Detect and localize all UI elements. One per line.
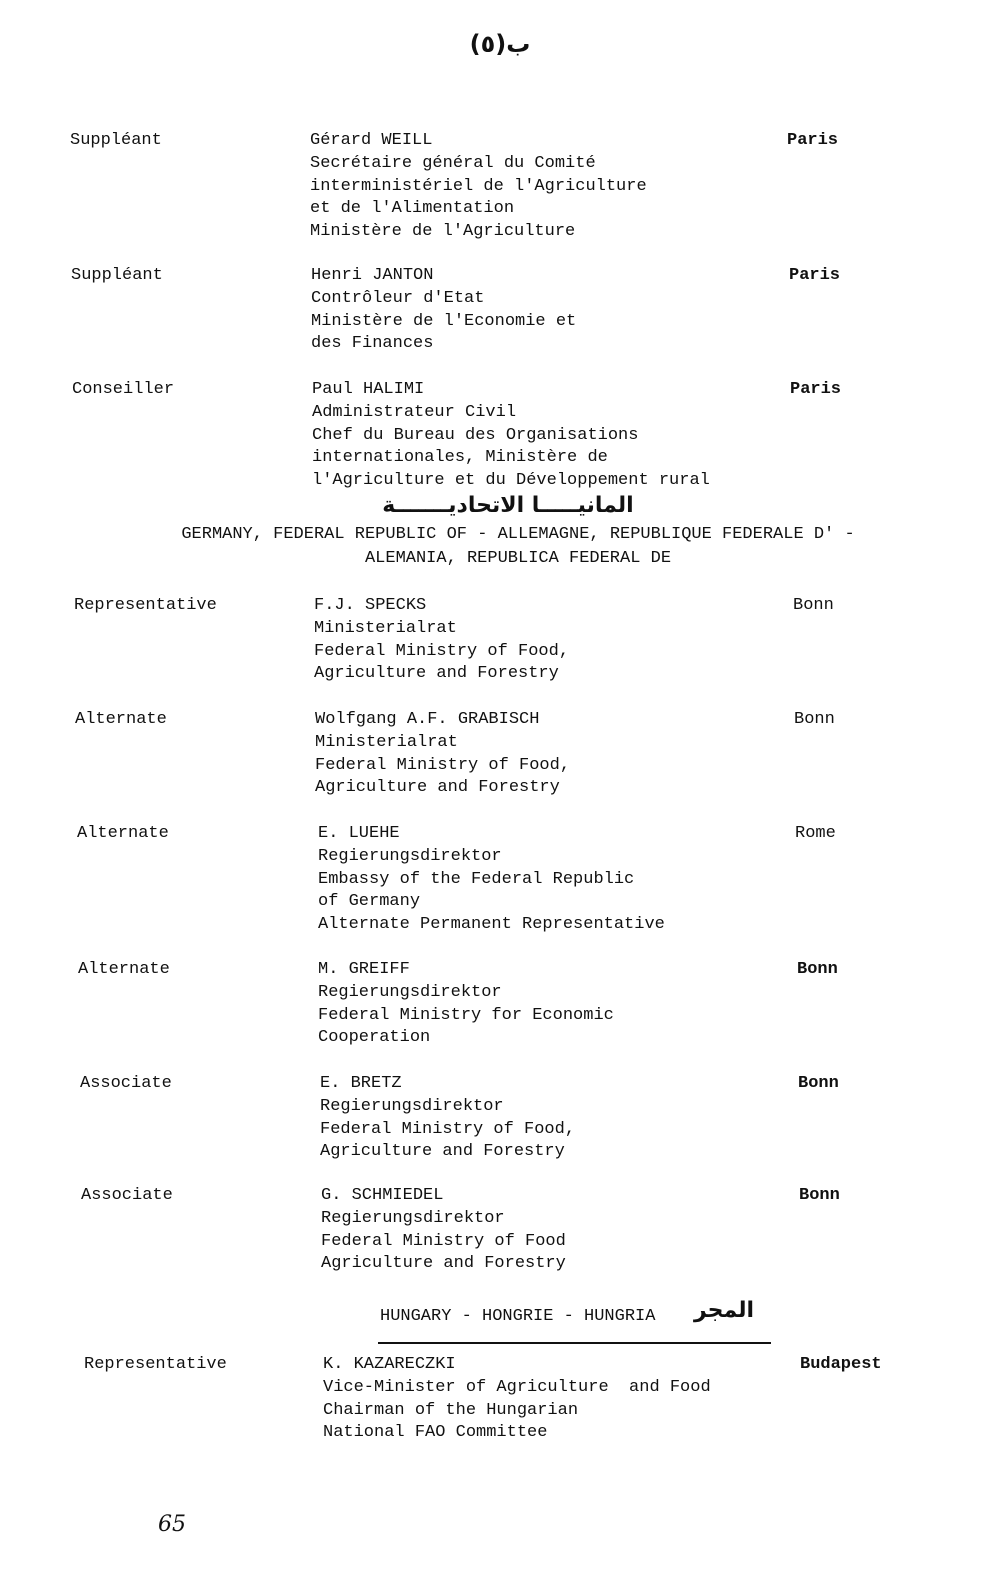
delegate-name: Wolfgang A.F. GRABISCH [315,710,540,729]
delegate-detail-line: Ministère de l'Economie et [311,311,577,331]
delegate-detail-line: Ministère de l'Agriculture [310,222,576,242]
delegate-detail-line: Regierungsdirektor [320,1096,504,1116]
country-heading-arabic [8,494,1000,521]
delegate-detail-line: Secrétaire général du Comité [310,153,596,173]
delegate-name: K. KAZARECZKI [323,1355,456,1374]
delegate-name: M. GREIFF [318,960,410,979]
delegate-role: Associate [81,1186,173,1205]
delegate-details [323,1354,711,1445]
delegate-role: Associate [80,1074,172,1093]
delegate-details [315,709,570,800]
delegate-city: Bonn [793,596,834,615]
page-number: 65 [158,1512,186,1537]
delegate-detail-line: Regierungsdirektor [318,982,502,1002]
delegate-detail-line: Federal Ministry of Food, [320,1119,576,1139]
delegate-details [312,379,710,493]
delegate-name: E. BRETZ [320,1074,402,1093]
delegate-role: Alternate [78,960,170,979]
delegate-detail-line: Agriculture and Forestry [321,1254,566,1274]
delegate-details [321,1185,566,1276]
delegate-role: Suppléant [71,266,163,285]
delegate-name: Gérard WEILL [310,131,433,150]
page-marker: ب(٥) [469,30,531,58]
delegate-city: Rome [795,824,836,843]
delegate-detail-line: Embassy of the Federal Republic [318,869,635,889]
delegate-detail-line: Alternate Permanent Representative [318,915,665,935]
delegate-city: Bonn [799,1186,840,1205]
delegate-role: Alternate [77,824,169,843]
delegate-detail-line: Vice-Minister of Agriculture and Food [323,1377,711,1397]
delegate-city: Bonn [794,710,835,729]
delegate-city: Paris [789,266,841,285]
delegate-detail-line: Ministerialrat [315,732,458,752]
delegate-detail-line: Administrateur Civil [312,402,517,422]
delegate-role: Representative [84,1355,227,1374]
delegate-name: G. SCHMIEDEL [321,1186,444,1205]
country-heading-text: HUNGARY - HONGRIE - HUNGRIA [380,1307,656,1326]
delegate-role: Representative [74,596,217,615]
delegate-detail-line: Contrôleur d'Etat [311,288,485,308]
delegate-details [314,595,569,686]
delegate-role: Conseiller [72,380,175,399]
delegate-detail-line: Chairman of the Hungarian [323,1400,579,1420]
country-heading-continued: ALEMANIA, REPUBLICA FEDERAL DE [364,549,672,568]
delegate-detail-line: Agriculture and Forestry [320,1142,565,1162]
delegate-details [310,130,647,244]
arabic-country-name: المانيـــــا الاتحاديـــــــة [382,493,634,518]
delegate-detail-line: Federal Ministry of Food [321,1231,566,1251]
delegate-city: Bonn [797,960,838,979]
delegate-city: Budapest [800,1355,882,1374]
delegate-details [320,1073,575,1164]
delegate-role: Suppléant [70,131,162,150]
delegate-city: Paris [790,380,842,399]
delegate-detail-line: Cooperation [318,1028,431,1048]
delegate-name: Henri JANTON [311,266,434,285]
delegate-detail-line: Federal Ministry of Food, [315,755,571,775]
delegate-detail-line: Federal Ministry of Food, [314,641,570,661]
delegate-detail-line: Regierungsdirektor [321,1208,505,1228]
delegate-detail-line: Chef du Bureau des Organisations [312,425,639,445]
delegate-role: Alternate [75,710,167,729]
delegate-detail-line: internationales, Ministère de [312,448,608,468]
delegate-details [318,959,614,1050]
delegate-detail-line: Regierungsdirektor [318,846,502,866]
delegate-detail-line: National FAO Committee [323,1423,548,1443]
delegate-detail-line: l'Agriculture et du Développement rural [312,471,710,491]
delegate-name: F.J. SPECKS [314,596,427,615]
delegate-details [318,823,665,937]
delegate-detail-line: des Finances [311,334,434,354]
country-heading: GERMANY, FEDERAL REPUBLIC OF - ALLEMAGNE, REPUBLIQUE FEDERALE D' - [181,525,855,544]
delegate-detail-line: et de l'Alimentation [310,199,515,219]
delegate-name: E. LUEHE [318,824,400,843]
delegate-detail-line: interministériel de l'Agriculture [310,176,647,196]
delegate-detail-line: Agriculture and Forestry [314,664,559,684]
delegate-detail-line: Agriculture and Forestry [315,778,560,798]
heading-underline [378,1342,771,1344]
arabic-country-name: المجر [694,1298,755,1323]
delegate-city: Paris [787,131,839,150]
delegate-city: Bonn [798,1074,839,1093]
delegate-details [311,265,576,356]
delegate-detail-line: Ministerialrat [314,618,457,638]
delegate-name: Paul HALIMI [312,380,425,399]
delegate-detail-line: of Germany [318,892,421,912]
delegate-detail-line: Federal Ministry for Economic [318,1005,614,1025]
